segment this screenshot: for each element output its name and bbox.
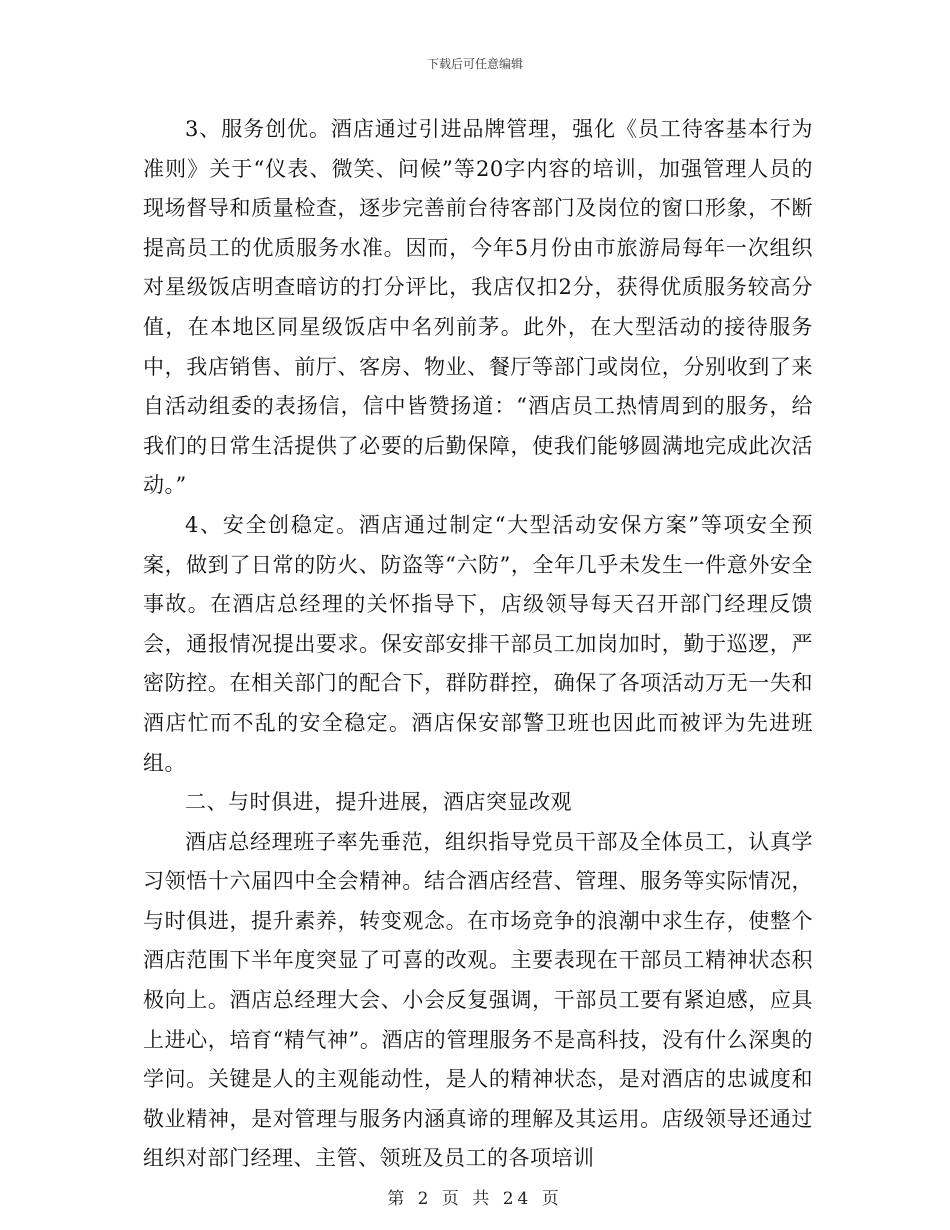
paragraph-safety: 4、安全创稳定。酒店通过制定“大型活动安保方案”等项安全预案，做到了日常的防火、防盗等“六防”，全年几乎未发生一件意外安全事故。在酒店总经理的关怀指导下，店级领导每天召开部门经理反馈会，通报情况提出要求。保安部安排干部员工加岗加时，勤于巡逻，严密防控。在相关部门的配合下，群防群控，确保了各项活动万无一失和酒店忙而不乱的安全稳定。酒店保安部警卫班也因此而被评为先进班组。 bbox=[143, 512, 813, 775]
section-heading: 二、与时俱进，提升进展，酒店突显改观 bbox=[185, 790, 572, 815]
document-body bbox=[143, 110, 813, 1179]
page-header: 下载后可任意编辑 bbox=[426, 57, 523, 71]
paragraph-service: 3、服务创优。酒店通过引进品牌管理，强化《员工待客基本行为准则》关于“仪表、微笑、问候”等20字内容的培训，加强管理人员的现场督导和质量检查，逐步完善前台待客部门及岗位的窗口形象，不断提高员工的优质服务水准。因而，今年5月份由市旅游局每年一次组织对星级饭店明查暗访的打分评比，我店仅扣2分，获得优质服务较高分值，在本地区同星级饭店中名列前茅。此外，在大型活动的接待服务中，我店销售、前厅、客房、物业、餐厅等部门或岗位，分别收到了来自活动组委的表扬信，信中皆赞扬道：“酒店员工热情周到的服务，给我们的日常生活提供了必要的后勤保障，使我们能够圆满地完成此次活动。” bbox=[143, 117, 813, 498]
page-footer: 第 2 页 共 24 页 bbox=[387, 1189, 563, 1209]
paragraph-progress: 酒店总经理班子率先垂范，组织指导党员干部及全体员工，认真学习领悟十六届四中全会精神。结合酒店经营、管理、服务等实际情况，与时俱进，提升素养，转变观念。在市场竞争的浪潮中求生存，使整个酒店范围下半年度突显了可喜的改观。主要表现在干部员工精神状态积极向上。酒店总经理大会、小会反复强调，干部员工要有紧迫感，应具上进心，培育“精气神”。酒店的管理服务不是高科技，没有什么深奥的学问。关键是人的主观能动性，是人的精神状态，是对酒店的忠诚度和敬业精神，是对管理与服务内涵真谛的理解及其运用。店级领导还通过组织对部门经理、主管、领班及员工的各项培训 bbox=[143, 829, 813, 1171]
